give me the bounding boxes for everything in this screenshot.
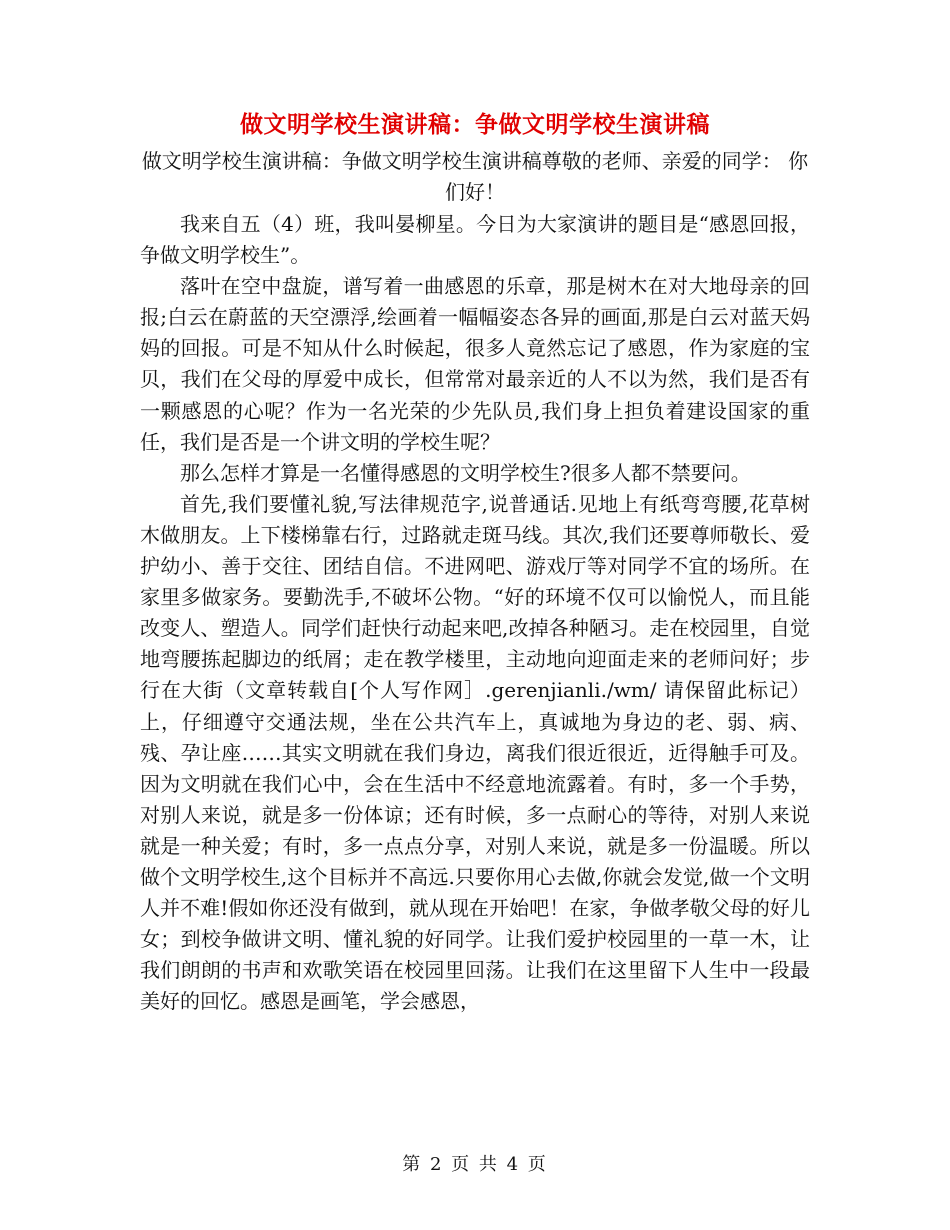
paragraph: 那么怎样才算是一名懂得感恩的文明学校生?很多人都不禁要问。 [180, 460, 751, 485]
document-body [140, 209, 810, 1017]
paragraph: 首先,我们要懂礼貌,写法律规范字,说普通话.见地上有纸弯弯腰,花草树木做朋友。上下楼梯靠右行，过路就走斑马线。其次,我们还要尊师敬长、爱护幼小、善于交往、团结自信。不进网吧、游戏厅等对同学不宜的场所。在家里多做家务。要勤洗手,不破坏公物。“好的环境不仅可以愉悦人，而且能改变人、塑造人。同学们赶快行动起来吧,改掉各种陋习。走在校园里，自觉地弯腰拣起脚边的纸屑；走在教学楼里，主动地向迎面走来的老师问好；步行在大街（文章转载自[个人写作网］.gerenjianli./wm/ 请保留此标记）上，仔细遵守交通法规，坐在公共汽车上，真诚地为身边的老、弱、病、残、孕让座……其实文明就在我们身边，离我们很近很近，近得触手可及。因为文明就在我们心中，会在生活中不经意地流露着。有时，多一个手势，对别人来说，就是多一份体谅；还有时候，多一点耐心的等待，对别人来说就是一种关爱；有时，多一点点分享，对别人来说，就是多一份温暖。所以做个文明学校生,这个目标并不高远.只要你用心去做,你就会发觉,做一个文明人并不难!假如你还没有做到，就从现在开始吧！在家，争做孝敬父母的好儿女；到校争做讲文明、懂礼貌的好同学。让我们爱护校园里的一草一木，让我们朗朗的书声和欢歌笑语在校园里回荡。让我们在这里留下人生中一段最美好的回忆。感恩是画笔，学会感恩， [140, 491, 810, 1014]
paragraph: 落叶在空中盘旋，谱写着一曲感恩的乐章，那是树木在对大地母亲的回报;白云在蔚蓝的天空漂浮,绘画着一幅幅姿态各异的画面,那是白云对蓝天妈妈的回报。可是不知从什么时候起，很多人竟然忘记了感恩，作为家庭的宝贝，我们在父母的厚爱中成长，但常常对最亲近的人不以为然，我们是否有一颗感恩的心呢？作为一名光荣的少先队员,我们身上担负着建设国家的重任，我们是否是一个讲文明的学校生呢？ [140, 274, 810, 454]
document-intro: 做文明学校生演讲稿：争做文明学校生演讲稿尊敬的老师、亲爱的同学： 你们好！ [141, 149, 809, 204]
page-footer: 第 2 页 共 4 页 [402, 1154, 548, 1175]
document-title: 做文明学校生演讲稿：争做文明学校生演讲稿 [240, 111, 710, 138]
paragraph: 我来自五（4）班，我叫晏柳星。今日为大家演讲的题目是“感恩回报，争做文明学校生”。 [140, 212, 810, 268]
